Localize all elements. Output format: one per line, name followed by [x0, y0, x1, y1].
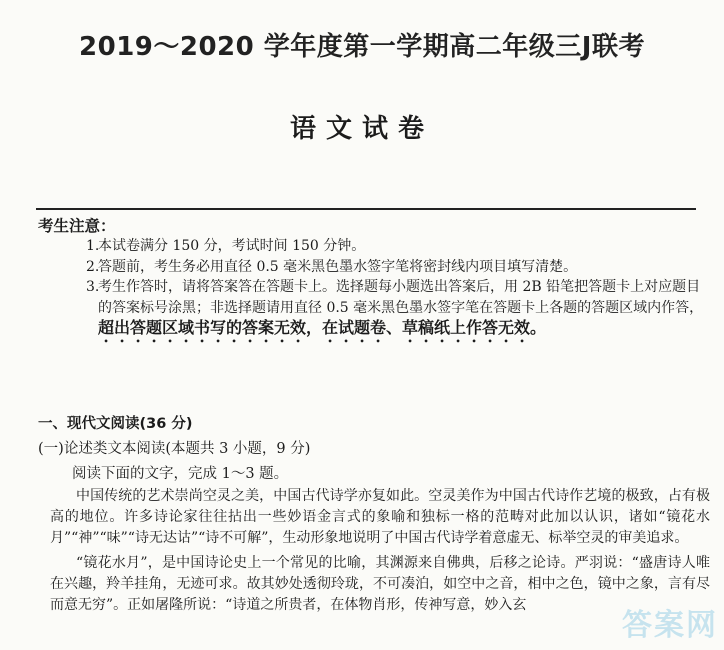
- section-heading: 一、现代文阅读(36 分): [38, 416, 193, 432]
- notice-item: [86, 257, 706, 278]
- subsection-heading: (一)论述类文本阅读(本题共 3 小题，9 分): [38, 441, 311, 457]
- notice-item-body: [86, 277, 706, 346]
- reading-passage: [50, 486, 710, 616]
- notice-item-text: 答题前，考生务必用直径 0.5 毫米黑色墨水签字笔将密封线内项目填写清楚。: [98, 258, 578, 275]
- notice-item-number: 1.: [86, 238, 100, 254]
- notice-item-number: 2.: [86, 258, 100, 275]
- exam-title: 2019～2020 学年度第一学期高二年级三J联考: [79, 32, 645, 62]
- notice-item: [86, 236, 706, 257]
- notice-item-number: 3.: [86, 279, 100, 295]
- watermark-logo: 答案网: [622, 608, 718, 643]
- notice-list: [86, 236, 706, 346]
- reading-instruction: 阅读下面的文字，完成 1～3 题。: [72, 466, 289, 482]
- notice-item-text: 考生作答时，请将答案答在答题卡上。选择题每小题选出答案后，用 2B 铅笔把答题卡上对应题目的答案标号涂黑；非选择题请用直径 0.5 毫米黑色墨水签字笔在答题卡上各题的答题区域内作答，: [98, 279, 704, 316]
- notice-item-emphasis: 超出答题区域书写的答案无效，在试题卷、草稿纸上作答无效。: [98, 318, 547, 337]
- notice-item: [86, 277, 706, 346]
- notice-item-text: 本试卷满分 150 分，考试时间 150 分钟。: [98, 238, 366, 254]
- divider: [36, 208, 696, 210]
- notice-heading: 考生注意：: [38, 217, 116, 235]
- passage-paragraph: 中国传统的艺术崇尚空灵之美，中国古代诗学亦复如此。空灵美作为中国古代诗作艺境的极致，占有极高的地位。许多诗论家往往拈出一些妙语金言式的象喻和独标一格的范畴对此加以认识，诸如“镜花水月”“神”“味”“诗无达诂”“诗不可解”，生动形象地说明了中国古代诗学着意虚无、标举空灵的审美追求。: [50, 488, 710, 546]
- passage-paragraph: “镜花水月”，是中国诗论史上一个常见的比喻，其渊源来自佛典，后移之论诗。严羽说：“盛唐诗人唯在兴趣，羚羊挂角，无迹可求。故其妙处透彻玲珑，不可凑泊，如空中之音，相中之色，镜中之象，言有尽而意无穷”。正如屠隆所说：“诗道之所贵者，在体物肖形，传神写意，妙入玄: [50, 555, 710, 613]
- subject-title: 语文试卷: [289, 114, 434, 144]
